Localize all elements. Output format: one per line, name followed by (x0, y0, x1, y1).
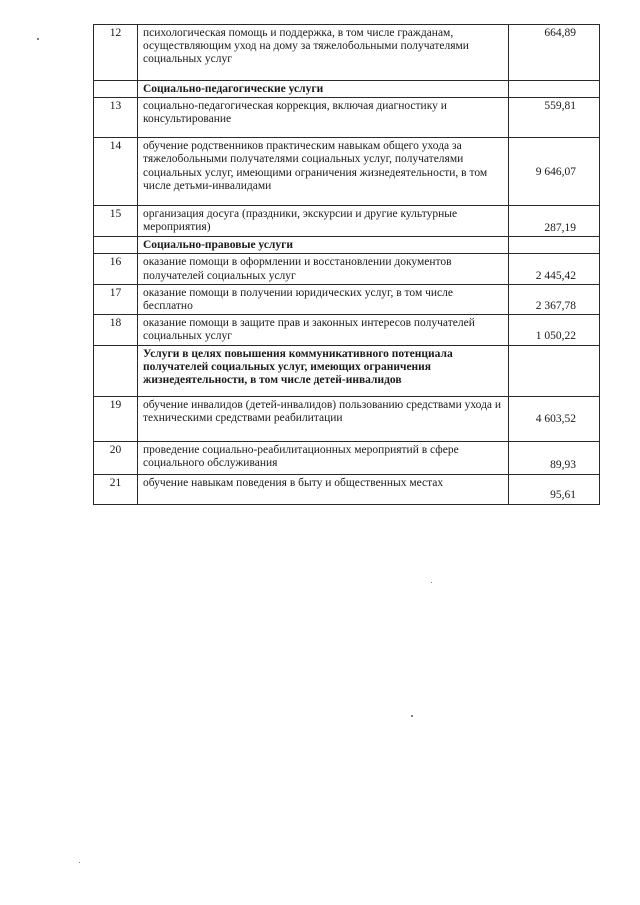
section-row (94, 237, 600, 254)
table-row (94, 284, 600, 314)
table-row (94, 254, 600, 284)
empty-cell (509, 237, 600, 254)
service-price: 95,61 (509, 474, 600, 504)
row-number: 20 (94, 441, 138, 474)
table-row (94, 474, 600, 504)
table-row (94, 206, 600, 237)
table-row (94, 396, 600, 441)
service-price: 9 646,07 (509, 138, 600, 206)
service-price: 559,81 (509, 98, 600, 138)
table-body (94, 25, 600, 505)
row-number: 12 (94, 25, 138, 81)
row-number: 19 (94, 396, 138, 441)
service-description: обучение навыкам поведения в быту и общественных местах (138, 474, 509, 504)
table-row (94, 138, 600, 206)
row-number: 16 (94, 254, 138, 284)
section-row (94, 345, 600, 396)
service-description: обучение родственников практическим навыкам общего ухода за тяжелобольными получателями социальных услуг, получателями социальных услуг, имеющими ограничения жизнедеятельности, в том числе детьми-инвалидами (138, 138, 509, 206)
empty-cell (94, 237, 138, 254)
table-row (94, 25, 600, 81)
scan-speck (411, 715, 413, 717)
service-price: 287,19 (509, 206, 600, 237)
row-number: 13 (94, 98, 138, 138)
section-row (94, 81, 600, 98)
empty-cell (94, 345, 138, 396)
service-description: обучение инвалидов (детей-инвалидов) пользованию средствами ухода и техническими средствами реабилитации (138, 396, 509, 441)
service-description: оказание помощи в получении юридических услуг, в том числе бесплатно (138, 284, 509, 314)
service-description: социально-педагогическая коррекция, включая диагностику и консультирование (138, 98, 509, 138)
scan-speck (79, 862, 80, 863)
service-price: 2 445,42 (509, 254, 600, 284)
row-number: 15 (94, 206, 138, 237)
service-price: 4 603,52 (509, 396, 600, 441)
table-row (94, 98, 600, 138)
scan-speck (37, 38, 39, 40)
service-description: организация досуга (праздники, экскурсии и другие культурные мероприятия) (138, 206, 509, 237)
service-description: психологическая помощь и поддержка, в том числе гражданам, осуществляющим уход на дому за тяжелобольными получателями социальных услуг (138, 25, 509, 81)
service-price: 664,89 (509, 25, 600, 81)
table-row (94, 441, 600, 474)
price-table (93, 24, 600, 505)
section-title: Социально-правовые услуги (138, 237, 509, 254)
service-price: 2 367,78 (509, 284, 600, 314)
scan-speck (431, 582, 432, 583)
service-description: оказание помощи в оформлении и восстановлении документов получателей социальных услуг (138, 254, 509, 284)
row-number: 18 (94, 315, 138, 345)
section-title: Услуги в целях повышения коммуникативного потенциала получателей социальных услуг, имеющих ограничения жизнедеятельности, в том числе детей-инвалидов (138, 345, 509, 396)
section-title: Социально-педагогические услуги (138, 81, 509, 98)
service-description: проведение социально-реабилитационных мероприятий в сфере социального обслуживания (138, 441, 509, 474)
row-number: 17 (94, 284, 138, 314)
service-price: 89,93 (509, 441, 600, 474)
row-number: 14 (94, 138, 138, 206)
row-number: 21 (94, 474, 138, 504)
service-description: оказание помощи в защите прав и законных интересов получателей социальных услуг (138, 315, 509, 345)
empty-cell (94, 81, 138, 98)
empty-cell (509, 345, 600, 396)
service-price: 1 050,22 (509, 315, 600, 345)
table-row (94, 315, 600, 345)
empty-cell (509, 81, 600, 98)
